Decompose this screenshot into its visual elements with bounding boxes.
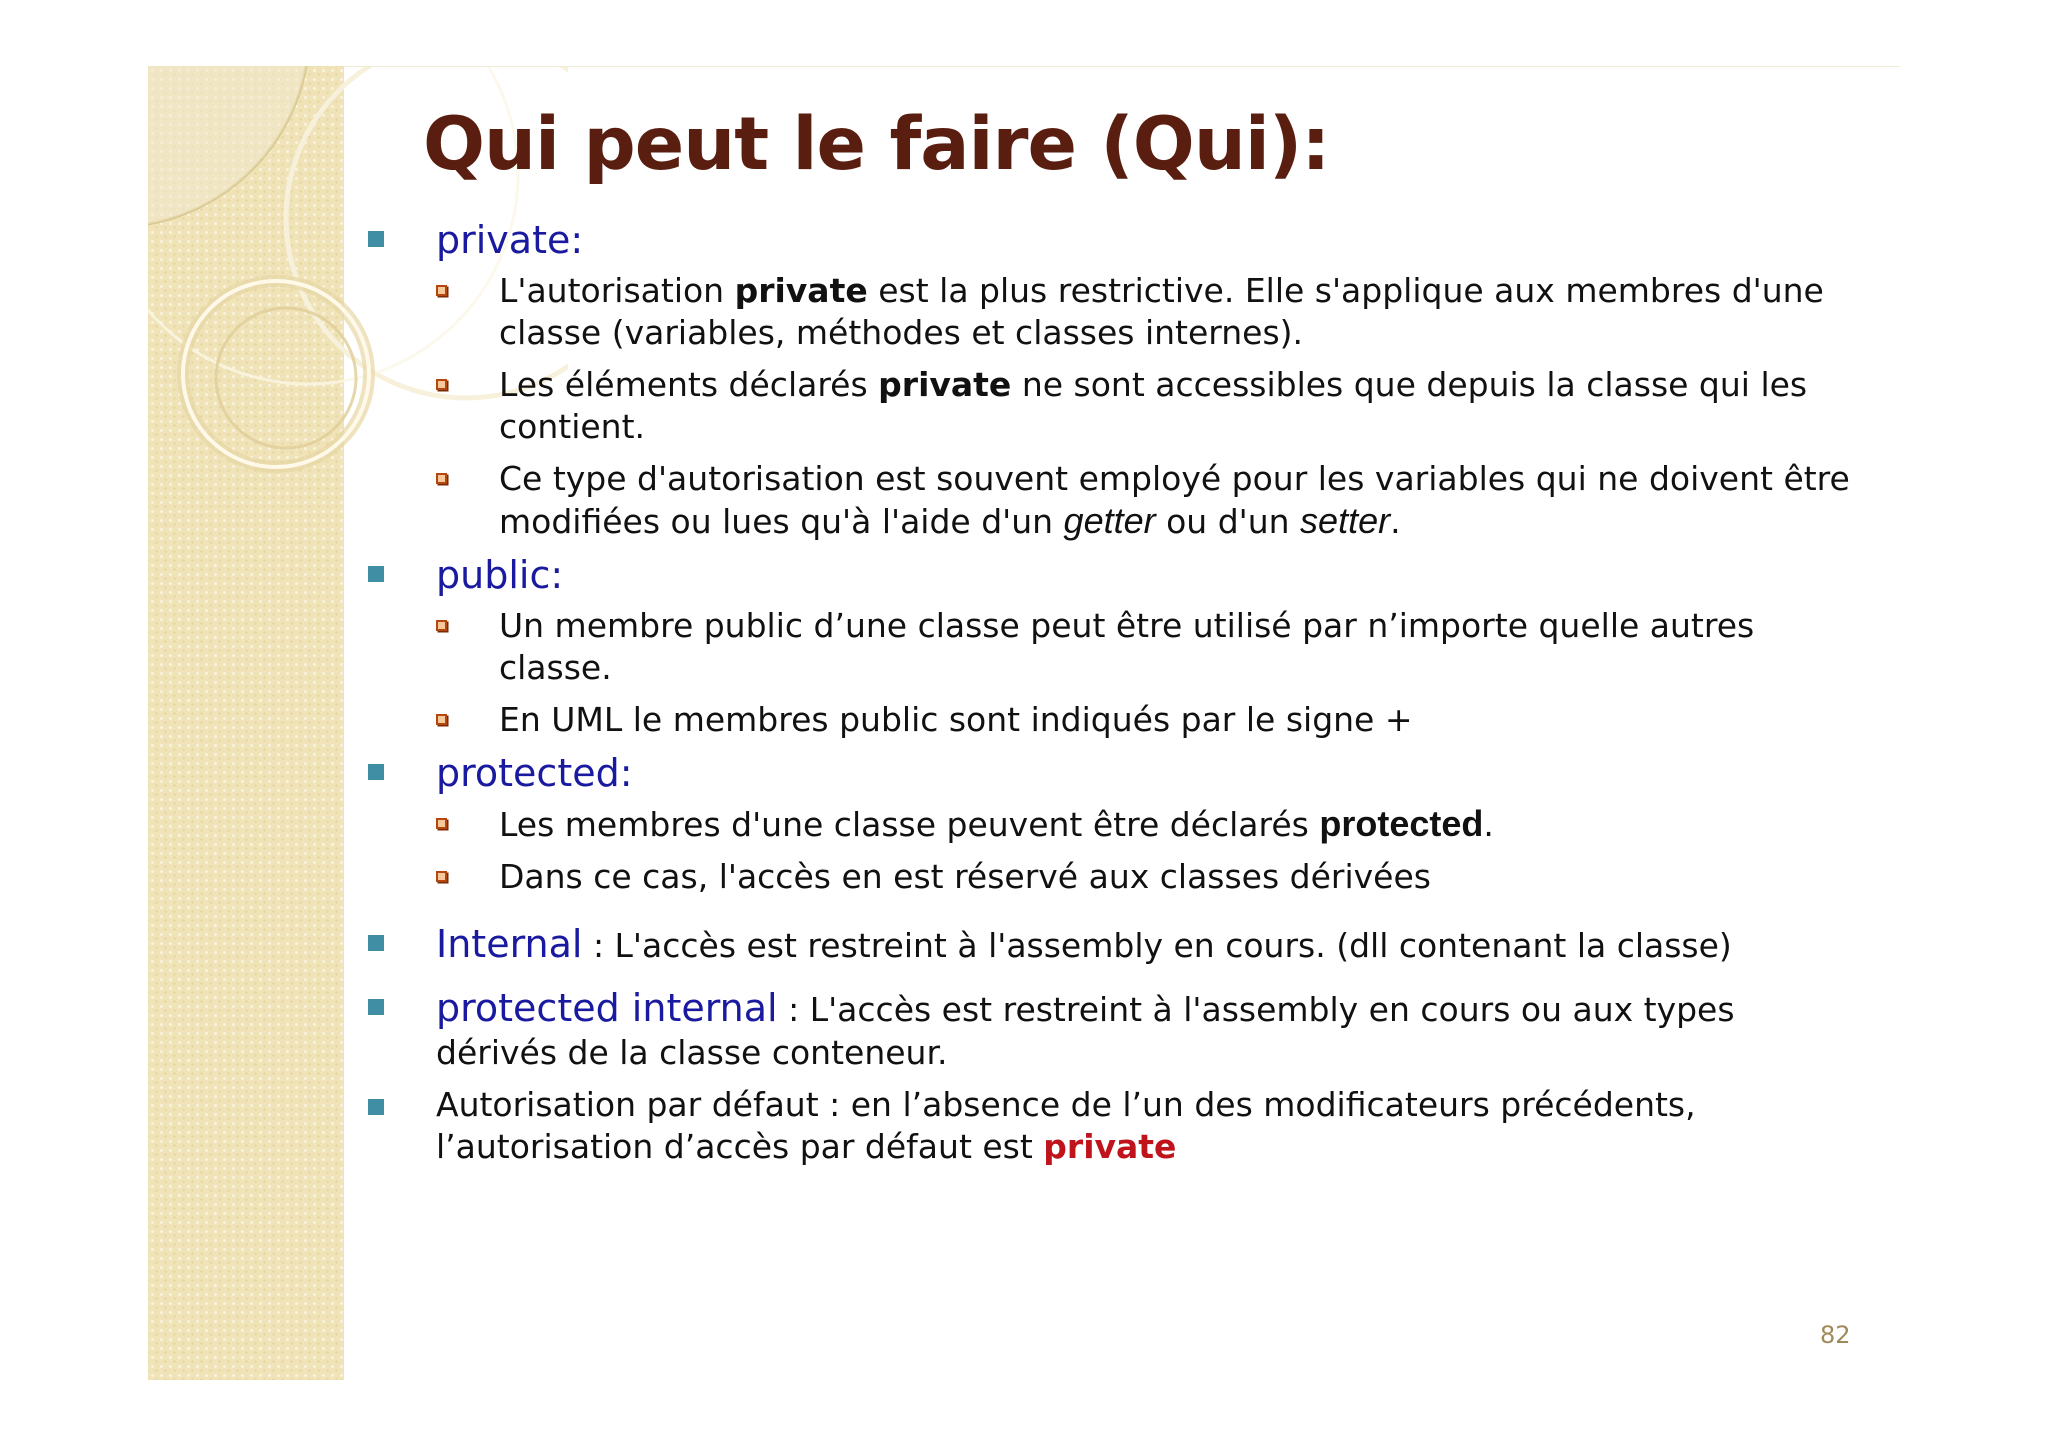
- slide-title: Qui peut le faire (Qui):: [423, 102, 1330, 187]
- sub-item: En UML le membres public sont indiqués par le signe +: [366, 699, 1866, 741]
- sub-item: Ce type d'autorisation est souvent employé pour les variables qui ne doivent être modifiées ou lues qu'à l'aide d'un getter ou d'un setter.: [366, 458, 1866, 543]
- heading-protected-internal: protected internal: [436, 986, 778, 1030]
- sub-item: Dans ce cas, l'accès en est réservé aux classes dérivées: [366, 856, 1866, 898]
- keyword: private: [734, 271, 868, 310]
- slide: [148, 66, 1900, 1380]
- italic-term: setter: [1300, 500, 1391, 541]
- bullet-internal: Internal : L'accès est restreint à l'assembly en cours. (dll contenant la classe): [366, 920, 1866, 970]
- bullet-private: [366, 216, 1866, 543]
- bullet-public: [366, 551, 1866, 741]
- highlight-private: private: [1043, 1127, 1177, 1166]
- square-sub-bullet-icon: [436, 871, 447, 882]
- heading-public: public:: [436, 553, 564, 597]
- square-bullet-icon: [368, 1099, 384, 1115]
- square-sub-bullet-icon: [436, 285, 447, 296]
- heading-internal: Internal: [436, 922, 583, 966]
- square-bullet-icon: [368, 999, 384, 1015]
- square-sub-bullet-icon: [436, 620, 447, 631]
- square-bullet-icon: [368, 935, 384, 951]
- sublist-private: [436, 270, 1866, 543]
- sub-item: L'autorisation private est la plus restrictive. Elle s'applique aux membres d'une classe (variables, méthodes et classes internes).: [366, 270, 1866, 354]
- sub-item: Les éléments déclarés private ne sont accessibles que depuis la classe qui les contient.: [366, 364, 1866, 448]
- square-sub-bullet-icon: [436, 818, 447, 829]
- square-sub-bullet-icon: [436, 379, 447, 390]
- square-bullet-icon: [368, 764, 384, 780]
- square-bullet-icon: [368, 566, 384, 582]
- slide-content: [366, 216, 1866, 1168]
- keyword: private: [878, 365, 1012, 404]
- square-bullet-icon: [368, 231, 384, 247]
- keyword: protected: [1319, 803, 1484, 844]
- sub-item: Les membres d'une classe peuvent être déclarés protected.: [366, 803, 1866, 846]
- heading-private: private:: [436, 218, 584, 262]
- bullet-default: Autorisation par défaut : en l’absence de l’un des modificateurs précédents, l’autorisation d’accès par défaut est private: [366, 1084, 1866, 1168]
- sub-item: Un membre public d’une classe peut être utilisé par n’importe quelle autres classe.: [366, 605, 1866, 689]
- italic-term: getter: [1063, 500, 1156, 541]
- bullet-protected: [366, 749, 1866, 898]
- square-sub-bullet-icon: [436, 714, 447, 725]
- page-number: 82: [1820, 1321, 1851, 1349]
- sublist-protected: [436, 803, 1866, 898]
- heading-protected: protected:: [436, 751, 633, 795]
- top-rule: [344, 66, 1900, 67]
- square-sub-bullet-icon: [436, 473, 447, 484]
- sublist-public: [436, 605, 1866, 741]
- bullet-protected-internal: protected internal : L'accès est restreint à l'assembly en cours ou aux types dérivés de la classe conteneur.: [366, 984, 1866, 1074]
